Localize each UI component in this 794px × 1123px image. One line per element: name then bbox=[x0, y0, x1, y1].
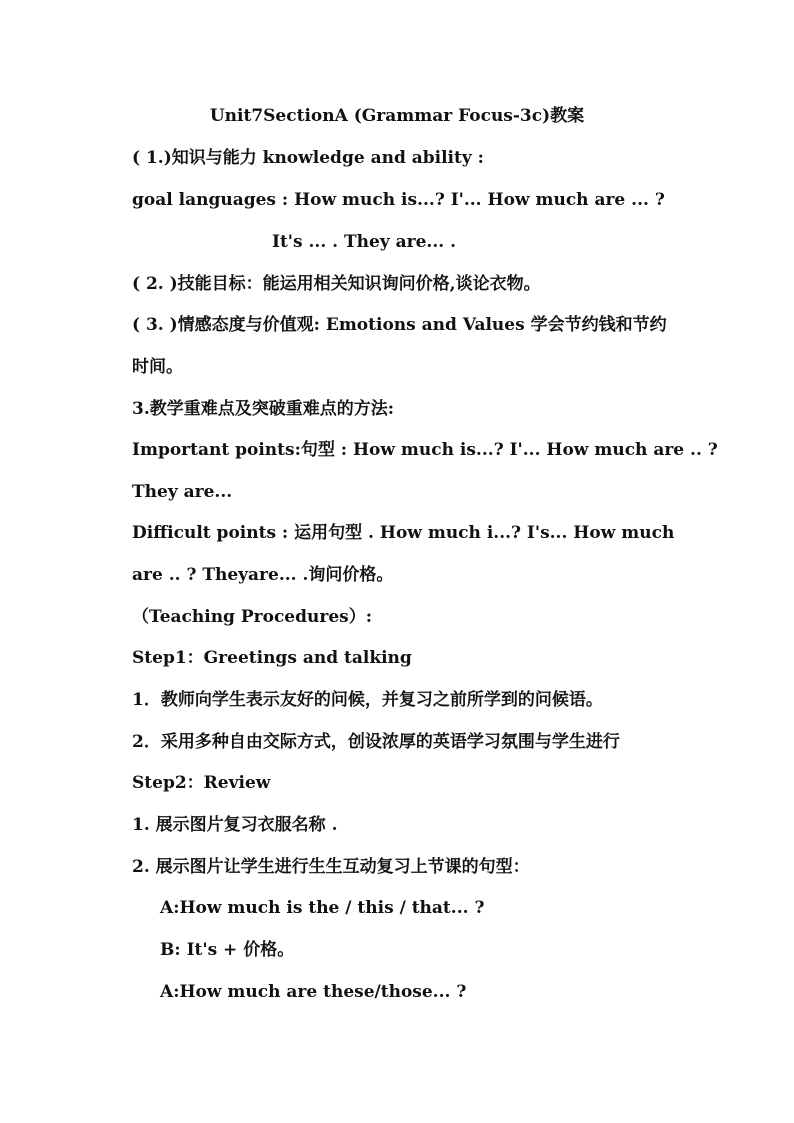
dialogue-line-b1: B: It's + 价格。 bbox=[160, 940, 295, 960]
step2-item-1: 1. 展示图片复习衣服名称 . bbox=[132, 815, 338, 835]
difficult-points-cont: are .. ? Theyare... .询问价格。 bbox=[132, 565, 394, 585]
difficult-points-line: Difficult points : 运用句型 . How much i...? I's... How much bbox=[132, 523, 675, 543]
section-emotions-values: ( 3. )情感态度与价值观: Emotions and Values 学会节约钱和节约 bbox=[132, 315, 667, 335]
important-points-line: Important points:句型 : How much is...? I'... How much are .. ? bbox=[132, 440, 718, 460]
step1-item-1: 1．教师向学生表示友好的问候，并复习之前所学到的问候语。 bbox=[132, 690, 603, 710]
important-points-cont: They are... bbox=[132, 482, 233, 502]
goal-languages-line: goal languages : How much is...? I'... How much are ... ? bbox=[132, 190, 665, 210]
section-emotions-values-cont: 时间。 bbox=[132, 357, 183, 377]
section-knowledge-ability: ( 1.)知识与能力 knowledge and ability : bbox=[132, 148, 484, 168]
step1-heading: Step1：Greetings and talking bbox=[132, 648, 412, 668]
dialogue-line-a2: A:How much are these/those... ? bbox=[160, 982, 467, 1002]
section-key-points-heading: 3.教学重难点及突破重难点的方法: bbox=[132, 399, 395, 419]
step1-item-2: 2．采用多种自由交际方式，创设浓厚的英语学习氛围与学生进行 bbox=[132, 732, 620, 752]
section-skill-goal: ( 2. )技能目标：能运用相关知识询问价格,谈论衣物。 bbox=[132, 274, 541, 294]
step2-heading: Step2：Review bbox=[132, 773, 271, 793]
goal-languages-answer: It's ... . They are... . bbox=[272, 232, 457, 252]
step2-item-2: 2. 展示图片让学生进行生生互动复习上节课的句型： bbox=[132, 857, 530, 877]
document-title: Unit7SectionA (Grammar Focus-3c)教案 bbox=[209, 106, 585, 126]
dialogue-line-a1: A:How much is the / this / that... ? bbox=[160, 898, 485, 918]
teaching-procedures-heading: （Teaching Procedures）: bbox=[132, 607, 372, 627]
